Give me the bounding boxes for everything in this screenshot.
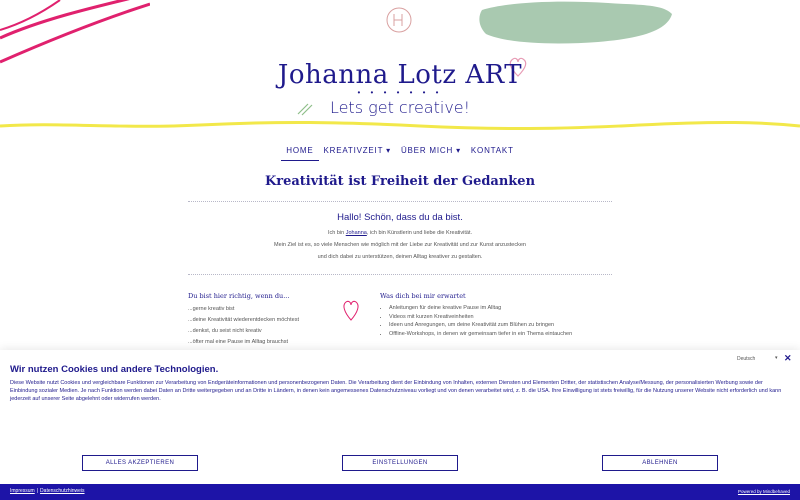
cookie-banner xyxy=(0,350,800,484)
site-tagline: Lets get creative! xyxy=(329,98,471,117)
nav-item-ueber-mich[interactable]: ÜBER MICH ▾ xyxy=(400,146,461,155)
audience-column xyxy=(188,292,338,348)
audience-title: Du bist hier richtig, wenn du... xyxy=(188,292,290,300)
close-icon[interactable]: ✕ xyxy=(784,353,792,363)
logo-monogram-icon xyxy=(384,6,414,34)
nav-item-kreativzeit[interactable]: KREATIVZEIT ▾ xyxy=(323,146,391,155)
leaf-strokes-decoration xyxy=(296,100,316,116)
nav-item-home[interactable]: HOME xyxy=(281,143,318,161)
nav-item-kontakt[interactable]: KONTAKT xyxy=(470,146,514,155)
intro-prefix: Ich bin xyxy=(327,230,346,236)
offer-title: Was dich bei mir erwartet xyxy=(380,292,466,300)
privacy-link[interactable]: Datenschutzhinweis xyxy=(40,488,85,494)
dotted-divider xyxy=(188,201,612,202)
list-item: • Videos mit kurzen Kreativeinheiten xyxy=(389,313,620,322)
offer-list xyxy=(380,304,620,338)
heart-icon xyxy=(342,298,360,322)
intro-line-3: und dich dabei zu unterstützen, deinen Alltag kreativer zu gestalten. xyxy=(317,254,483,260)
list-item: ...gerne kreativ bist xyxy=(188,306,235,312)
list-item: ...deine Kreativität wiederentdecken möchtest xyxy=(188,317,299,323)
cookie-banner-title: Wir nutzen Cookies und andere Technologien. xyxy=(10,364,219,375)
footer-bar xyxy=(0,484,800,500)
dotted-divider xyxy=(188,274,612,275)
yellow-wave-divider xyxy=(0,118,800,132)
list-item: ...öfter mal eine Pause im Alltag brauchst xyxy=(188,339,288,345)
powered-by-link[interactable]: Powered by Mindbehaved xyxy=(737,489,790,494)
audience-list xyxy=(188,304,338,348)
title-dots-divider: • • • • • • • xyxy=(357,88,443,97)
list-item: • Anleitungen für deine kreative Pause im Alltag xyxy=(389,304,620,313)
intro-line-2: Mein Ziel ist es, so viele Menschen wie möglich mit der Liebe zur Kreativität und zur Kunst anzustecken xyxy=(274,242,526,248)
settings-button[interactable]: EINSTELLUNGEN xyxy=(342,455,458,471)
accept-all-button[interactable]: ALLES AKZEPTIEREN xyxy=(82,455,198,471)
offer-column xyxy=(380,292,620,338)
language-select[interactable]: Deutsch xyxy=(737,356,756,362)
intro-text xyxy=(0,227,800,263)
list-item: • Offline-Workshops, in denen wir gemeinsam tiefer in ein Thema eintauchen xyxy=(389,330,620,339)
footer-links xyxy=(10,488,85,494)
intro-suffix: , ich bin Künstlerin und liebe die Kreativität. xyxy=(366,230,472,236)
list-item: ...denkst, du seist nicht kreativ xyxy=(188,328,262,334)
reject-button[interactable]: ABLEHNEN xyxy=(602,455,718,471)
list-item: • Ideen und Anregungen, um deine Kreativität zum Blühen zu bringen xyxy=(389,321,620,330)
chevron-down-icon[interactable]: ▾ xyxy=(775,355,778,361)
impressum-link[interactable]: Impressum xyxy=(10,488,35,494)
site-title[interactable]: Johanna Lotz ART xyxy=(277,60,523,90)
main-navigation xyxy=(0,143,800,161)
greeting-heading: Hallo! Schön, dass du da bist. xyxy=(337,212,463,223)
footer-separator: | xyxy=(36,488,39,494)
page-heading: Kreativität ist Freiheit der Gedanken xyxy=(264,174,536,189)
green-brush-stroke-decoration xyxy=(478,0,674,46)
cookie-banner-text: Diese Website nutzt Cookies und vergleichbare Funktionen zur Verarbeitung von Endgeräteinformationen und personenbezogenen Daten. Die Verarbeitung dient der Einbindung von Inhalten, externen Diensten und Elementen Dritter, der statistischen Analyse/Messung, der personalisierten Werbung sowie der Einbindung sozialer Medien. Je nach Funktion werden dabei Daten an Dritte weitergegeben und an Dritte in Ländern, in denen kein angemessenes Datenschutzniveau vorliegt und von denen verarbeitet wird, z. B. die USA. Ihre Einwilligung ist stets freiwillig, für die Nutzung unserer Website nicht erforderlich und kann jederzeit auf unserer Seite abgelehnt oder widerrufen werden. xyxy=(10,380,782,402)
johanna-link[interactable]: Johanna xyxy=(345,230,367,236)
